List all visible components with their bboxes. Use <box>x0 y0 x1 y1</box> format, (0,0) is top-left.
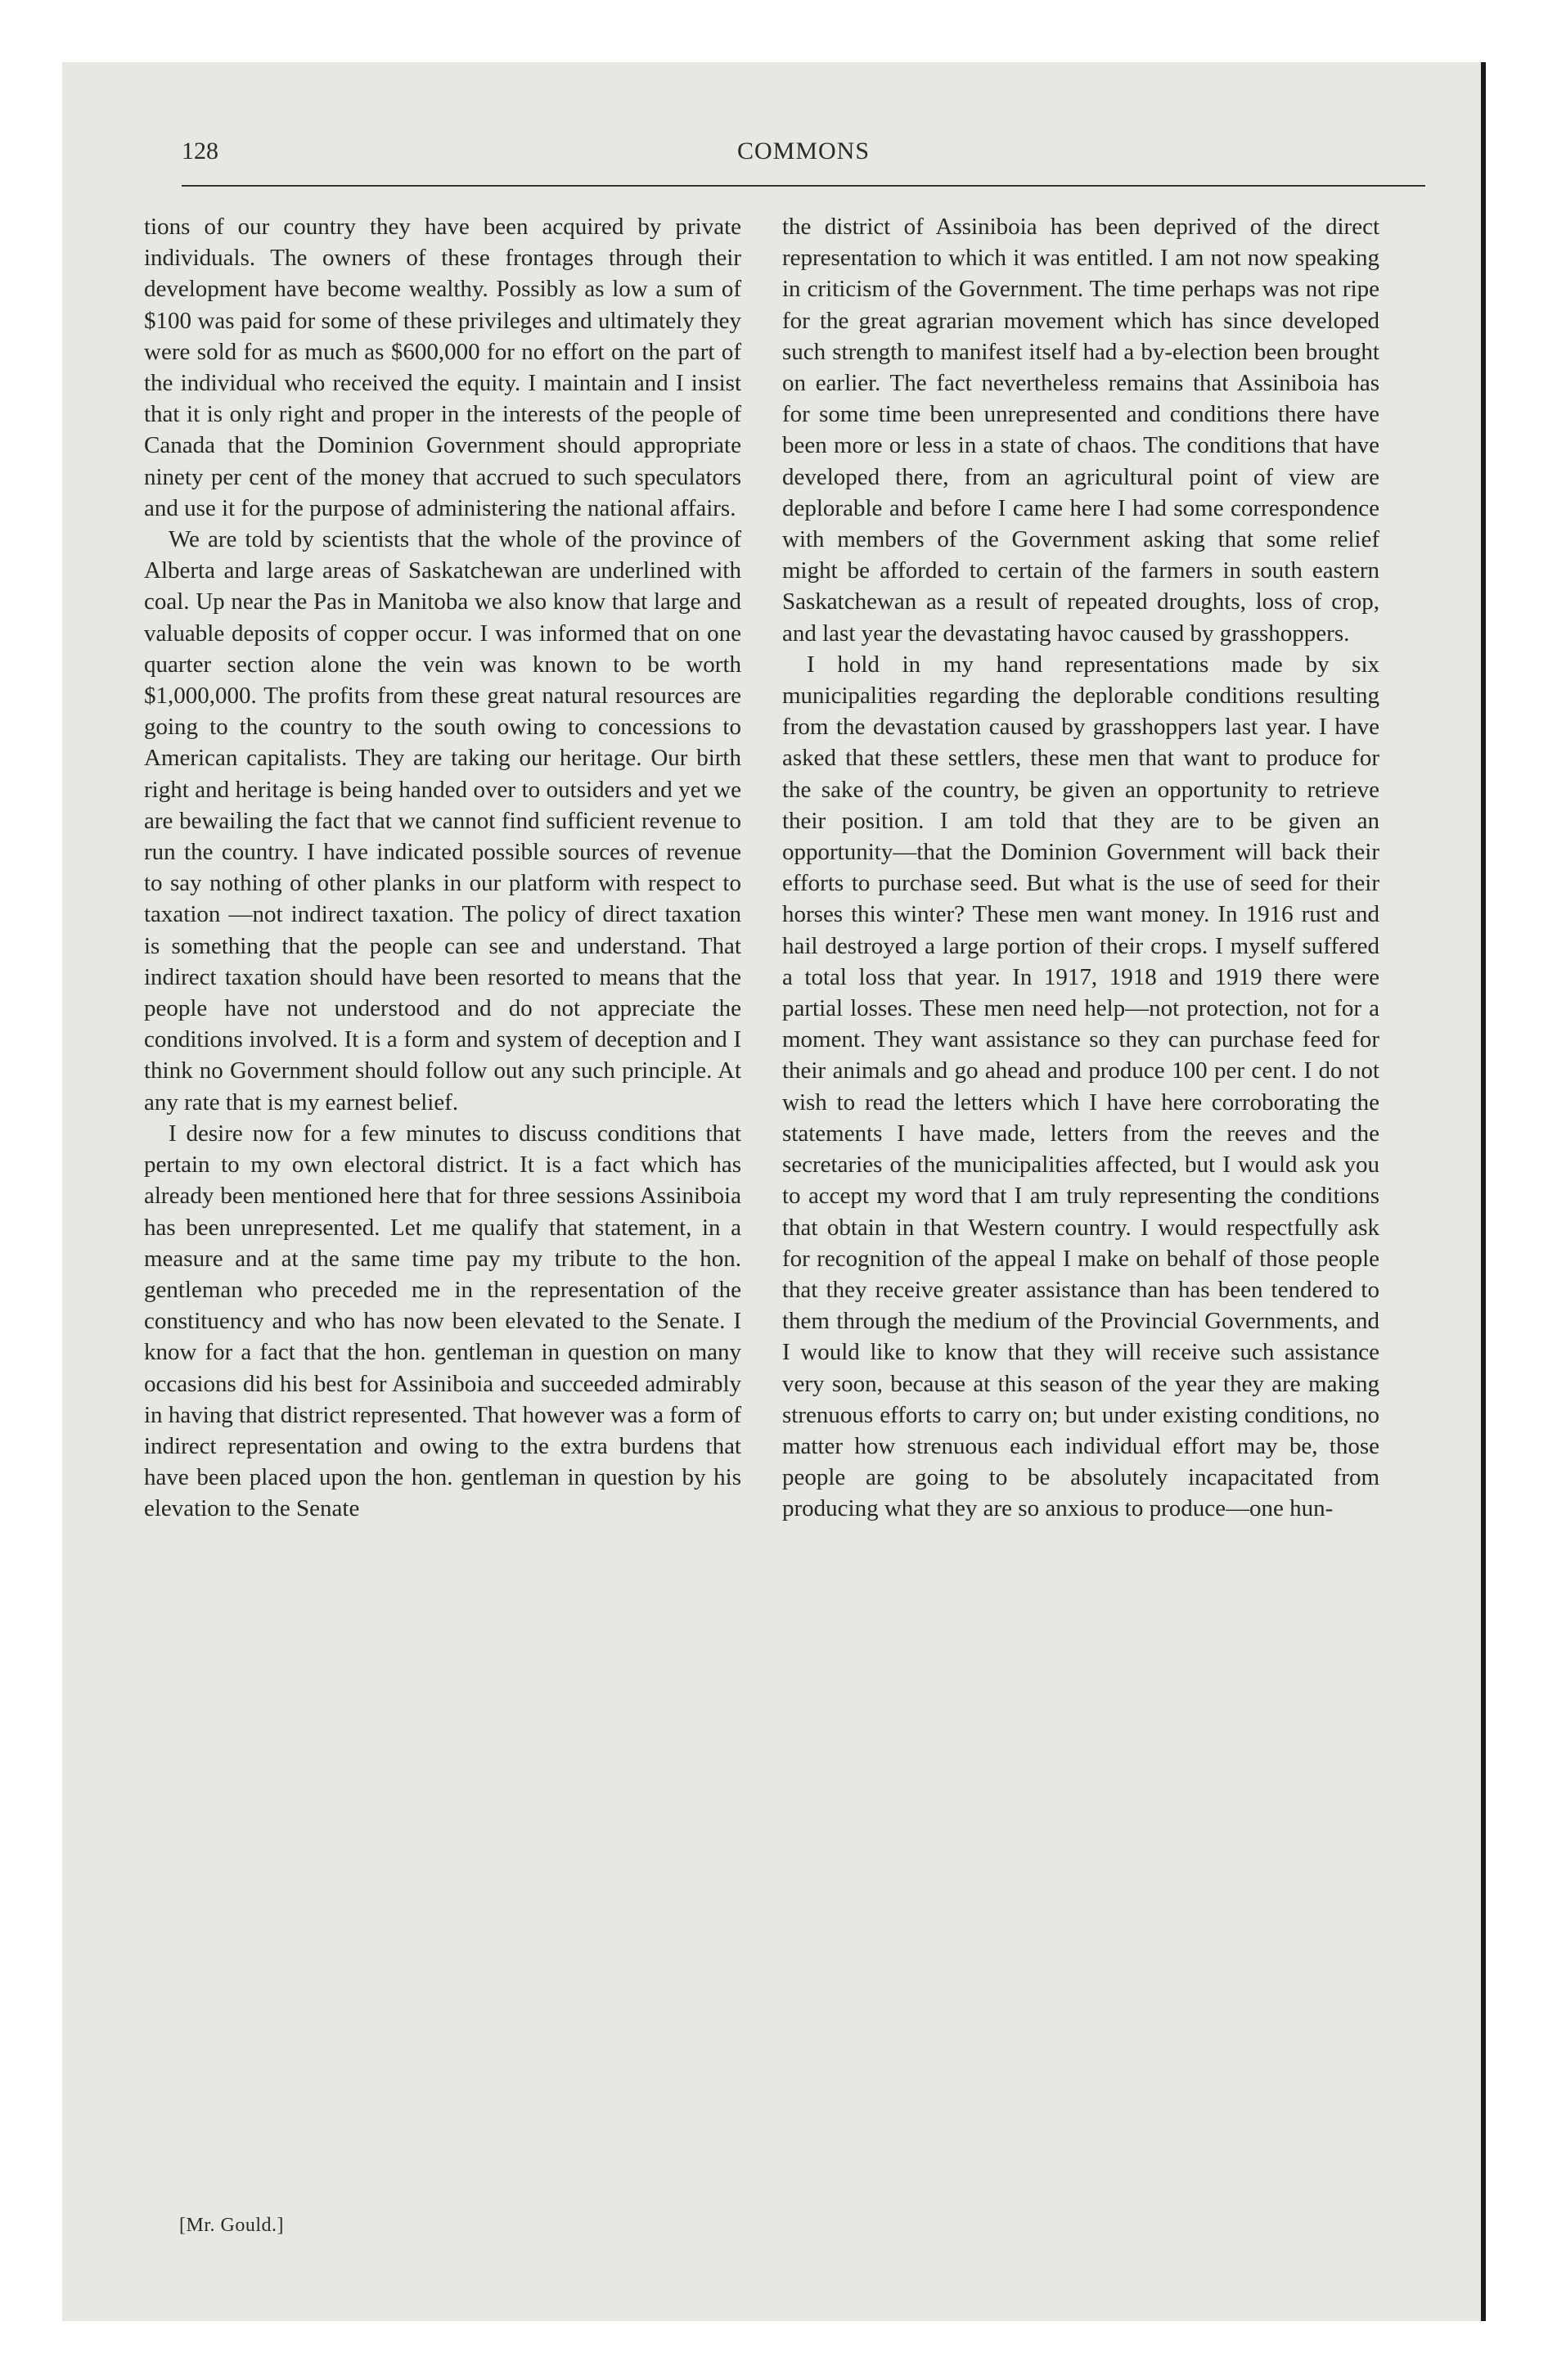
right-column <box>782 211 1379 1525</box>
paragraph: I hold in my hand representations made by six municipalities regarding the deplorable conditions resulting from the devastation caused by grasshoppers last year. I have asked that these settlers, these men that want to produce for the sake of the country, be given an opportunity to retrieve their position. I am told that they are to be given an opportunity—that the Dominion Government will back their efforts to purchase seed. But what is the use of seed for their horses this winter? These men want money. In 1916 rust and hail destroyed a large portion of their crops. I myself suffered a total loss that year. In 1917, 1918 and 1919 there were partial losses. These men need help—not protection, not for a moment. They want assistance so they can purchase feed for their animals and go ahead and produce 100 per cent. I do not wish to read the letters which I have here corroborating the statements I have made, letters from the reeves and the secretaries of the municipalities affected, but I would ask you to accept my word that I am truly representing the conditions that obtain in that Western country. I would respectfully ask for recognition of the appeal I make on behalf of those people that they receive greater assistance than has been tendered to them through the medium of the Provincial Governments, and I would like to know that they will receive such assistance very soon, because at this season of the year they are making strenuous efforts to carry on; but under existing conditions, no matter how strenuous each individual effort may be, those people are going to be absolutely incapacitated from producing what they are so anxious to produce—one hun- <box>782 651 1379 1522</box>
left-column <box>144 211 741 1525</box>
paragraph: We are told by scientists that the whole of the province of Alberta and large areas of Saskatchewan are underlined with coal. Up near the Pas in Manitoba we also know that large and valuable deposits of copper occur. I was informed that on one quarter section alone the vein was known to be worth $1,000,000. The profits from these great natural resources are going to the country to the south owing to concessions to American capitalists. They are taking our heritage. Our birth right and heritage is being handed over to outsiders and yet we are bewailing the fact that we cannot find sufficient revenue to run the country. I have indicated possible sources of revenue to say nothing of other planks in our platform with respect to taxation —not indirect taxation. The policy of direct taxation is something that the people can see and understand. That indirect taxation should have been resorted to means that the people have not understood and do not appreciate the conditions involved. It is a form and system of deception and I think no Government should follow out any such principle. At any rate that is my earnest belief. <box>144 526 741 1116</box>
header-rule <box>182 185 1425 187</box>
page-header <box>182 134 1425 183</box>
speaker-attribution: [Mr. Gould.] <box>179 2215 284 2236</box>
paragraph: tions of our country they have been acquired by private individuals. The owners of these frontages through their development have become wealthy. Possibly as low a sum of $100 was paid for some of these privileges and ultimately they were sold for as much as $600,000 for no effort on the part of the individual who received the equity. I maintain and I insist that it is only right and proper in the interests of the people of Canada that the Dominion Government should appropriate ninety per cent of the money that accrued to such speculators and use it for the purpose of administering the national affairs. <box>144 214 741 521</box>
running-head: COMMONS <box>736 137 871 165</box>
paragraph: the district of Assiniboia has been deprived of the direct representation to which it was entitled. I am not now speaking in criticism of the Government. The time perhaps was not ripe for the great agrarian movement which has since developed such strength to manifest itself had a by-election been brought on earlier. The fact nevertheless remains that Assiniboia has for some time been unrepresented and conditions there have been more or less in a state of chaos. The conditions that have developed there, from an agricultural point of view are deplorable and before I came here I had some correspondence with members of the Government asking that some relief might be afforded to certain of the farmers in south eastern Saskatchewan as a result of repeated droughts, loss of crop, and last year the devastating havoc caused by grasshoppers. <box>782 214 1379 647</box>
page-number: 128 <box>182 137 218 165</box>
document-page <box>62 62 1486 2321</box>
paragraph: I desire now for a few minutes to discuss conditions that pertain to my own electoral district. It is a fact which has already been mentioned here that for three sessions Assiniboia has been unrepresented. Let me qualify that statement, in a measure and at the same time pay my tribute to the hon. gentleman who preceded me in the representation of the constituency and who has now been elevated to the Senate. I know for a fact that the hon. gentleman in question on many occasions did his best for Assiniboia and succeeded admirably in having that district represented. That however was a form of indirect representation and owing to the extra burdens that have been placed upon the hon. gentleman in question by his elevation to the Senate <box>144 1120 741 1522</box>
